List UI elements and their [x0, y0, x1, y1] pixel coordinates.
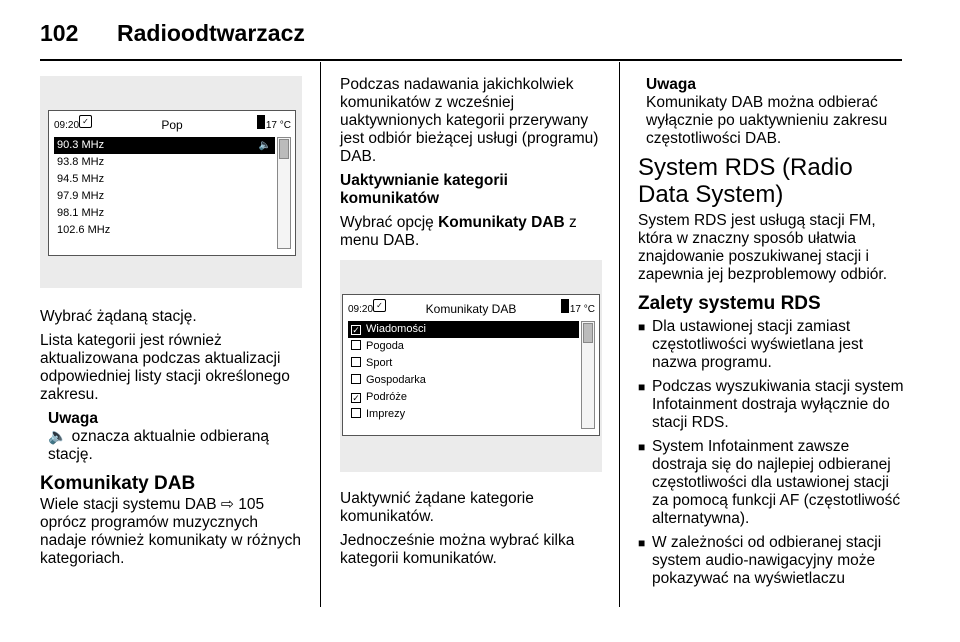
speaker-icon: 🔈 — [48, 428, 68, 445]
clock-time: 09:20 — [54, 120, 80, 131]
paragraph: Jednocześnie można wybrać kilka kategorii komunikatów. — [340, 532, 575, 567]
note-text: Komunikaty DAB można odbierać wyłącznie po uaktywnieniu zakresu częstotliwości DAB. — [646, 94, 888, 147]
radio-screen-image — [40, 76, 302, 288]
note-text: oznacza aktualnie odbieraną stację. — [48, 428, 269, 463]
category-item[interactable] — [348, 389, 579, 406]
scroll-thumb[interactable] — [279, 139, 289, 159]
station-label: 94.5 MHz — [57, 173, 105, 185]
scrollbar[interactable] — [581, 321, 595, 429]
bullet-item: ■ W zależności od odbieranej stacji system audio-nawigacyjny może pokazywać na wyświetlaczu — [638, 534, 904, 588]
category-item[interactable] — [348, 355, 579, 372]
checkbox-icon[interactable] — [351, 374, 361, 384]
column-divider-2 — [619, 62, 620, 607]
clock-icon: ✓ — [79, 115, 92, 128]
page-reference: 105 — [238, 496, 265, 513]
benefits-list — [638, 318, 904, 588]
category-label: Sport — [366, 357, 393, 369]
subheading: Uaktywnianie kategorii komunikatów — [340, 172, 508, 207]
column-divider-1 — [320, 62, 321, 607]
scroll-thumb[interactable] — [583, 323, 593, 343]
station-item[interactable] — [54, 222, 275, 239]
bullet-item: ■ Dla ustawionej stacji zamiast częstotliwości wyświetlana jest nazwa programu. — [638, 318, 904, 372]
section-heading: System RDS (Radio Data System) — [638, 154, 853, 208]
note — [40, 410, 305, 464]
text: Wybrać opcję — [340, 214, 434, 231]
dab-announcements-screen — [342, 294, 600, 436]
paragraph: Wybrać żądaną stację. — [40, 308, 197, 325]
category-label: Wiadomości — [366, 323, 426, 335]
note-title: Uwaga — [48, 410, 98, 427]
section-heading: Komunikaty DAB — [40, 473, 196, 494]
category-item[interactable] — [348, 338, 579, 355]
text: Wiele stacji systemu DAB — [40, 496, 217, 513]
station-list-screen — [48, 110, 296, 256]
checkbox-icon[interactable] — [351, 340, 361, 350]
station-label: 93.8 MHz — [57, 156, 105, 168]
station-label: 90.3 MHz — [57, 139, 105, 151]
bullet-item: ■ System Infotainment zawsze dostraja się do najlepiej odbieranej częstotliwości dla ustawionej stacji za pomocą funkcji AF (częstotliwość alternatywna). — [638, 438, 904, 528]
clock-icon: ✓ — [373, 299, 386, 312]
temperature: 17 °C — [569, 304, 595, 315]
checkbox-checked-icon[interactable]: ✓ — [352, 325, 360, 335]
note — [638, 76, 904, 148]
column-2 — [340, 76, 605, 574]
scrollbar[interactable] — [277, 137, 291, 249]
station-item[interactable] — [54, 171, 275, 188]
screen-title: Komunikaty DAB — [425, 302, 517, 316]
checkbox-checked-icon[interactable]: ✓ — [352, 393, 360, 403]
bullet-item: ■ Podczas wyszukiwania stacji system Infotainment dostraja wyłącznie do stacji RDS. — [638, 378, 904, 432]
phone-icon — [257, 115, 265, 129]
station-item[interactable] — [54, 137, 275, 154]
paragraph — [40, 496, 305, 568]
station-list — [54, 137, 275, 239]
paragraph: Lista kategorii jest również aktualizowana podczas aktualizacji odpowiedniej listy stacji określonego zakresu. — [40, 332, 290, 403]
page-header — [0, 0, 960, 60]
checkbox-icon[interactable] — [351, 408, 361, 418]
category-item[interactable] — [348, 372, 579, 389]
column-3 — [638, 76, 904, 594]
dab-screen-image — [340, 260, 602, 472]
category-label: Podróże — [366, 391, 407, 403]
checkbox-icon[interactable] — [351, 357, 361, 367]
page-ref-arrow-icon: ⇨ — [220, 496, 234, 513]
phone-icon — [561, 299, 569, 313]
text: oprócz programów muzycznych nadaje również komunikaty w różnych kategoriach. — [40, 514, 302, 567]
status-bar — [49, 111, 295, 133]
paragraph: Uaktywnić żądane kategorie komunikatów. — [340, 490, 534, 525]
station-label: 98.1 MHz — [57, 207, 105, 219]
screen-title: Pop — [161, 118, 183, 132]
category-item[interactable] — [348, 406, 579, 423]
paragraph — [340, 214, 605, 250]
header-rule — [40, 59, 902, 61]
note-title: Uwaga — [646, 76, 696, 93]
status-bar — [343, 295, 599, 317]
page-title: Radioodtwarzacz — [117, 20, 305, 46]
clock-time: 09:20 — [348, 304, 374, 315]
category-label: Imprezy — [366, 408, 406, 420]
text: z menu DAB. — [340, 214, 577, 249]
station-item[interactable] — [54, 205, 275, 222]
category-list — [348, 321, 579, 423]
station-item[interactable] — [54, 154, 275, 171]
paragraph: System RDS jest usługą stacji FM, która w znaczny sposób ułatwia znajdowanie poszukiwanej stacji i zapewnia jej bezproblemowy odbiór. — [638, 212, 888, 283]
page-number: 102 — [40, 20, 79, 46]
station-label: 97.9 MHz — [57, 190, 105, 202]
category-label: Pogoda — [366, 340, 404, 352]
speaker-icon: 🔈 — [258, 140, 271, 151]
category-label: Gospodarka — [366, 374, 426, 386]
station-label: 102.6 MHz — [57, 224, 111, 236]
category-item[interactable] — [348, 321, 579, 338]
station-item[interactable] — [54, 188, 275, 205]
column-1 — [40, 76, 305, 574]
menu-option-name: Komunikaty DAB — [438, 214, 565, 231]
subheading: Zalety systemu RDS — [638, 293, 821, 314]
paragraph: Podczas nadawania jakichkolwiek komunikatów z wcześniej uaktywnionych kategorii przerywany jest odbiór bieżącej usługi (programu) DAB. — [340, 76, 599, 165]
temperature: 17 °C — [265, 120, 291, 131]
